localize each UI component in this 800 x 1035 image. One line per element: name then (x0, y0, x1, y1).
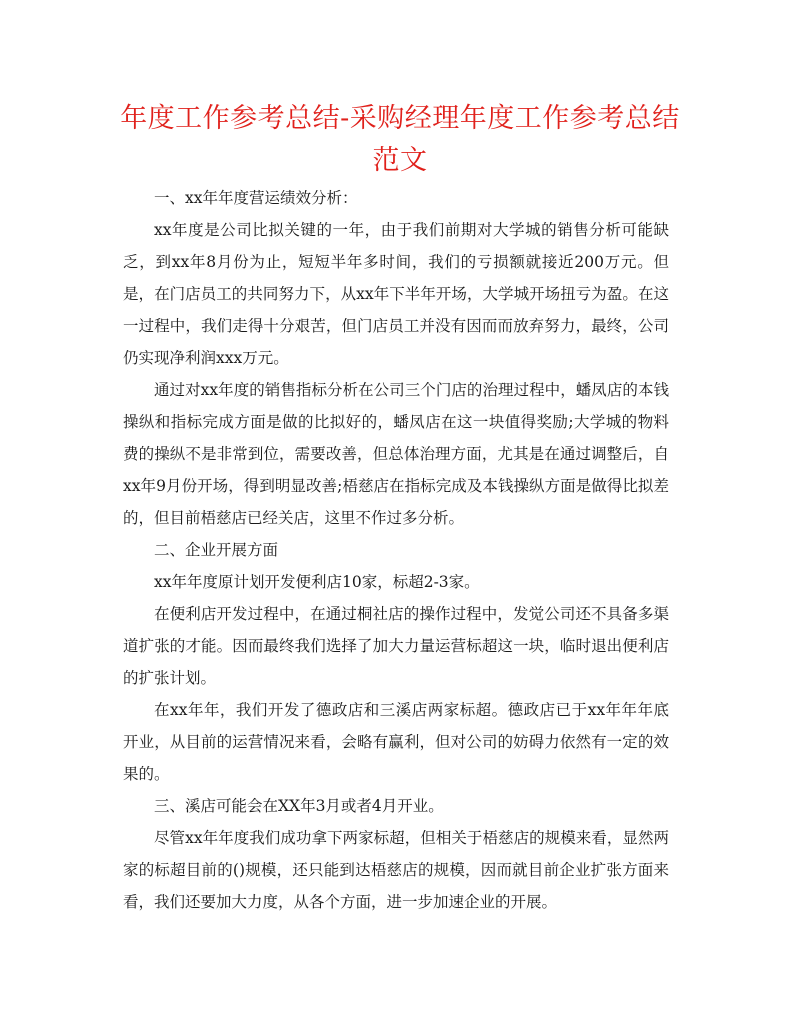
paragraph-convenience-store: 在便利店开发过程中，在通过桐社店的操作过程中，发觉公司还不具备多渠道扩张的才能。因而最终我们选择了加大力量运营标超这一块，临时退出便利店的扩张计划。 (123, 605, 669, 687)
paragraph-store-analysis: 通过对xx年度的销售指标分析在公司三个门店的治理过程中，蟠凤店的本钱操纵和指标完成方面是做的比拟好的，蟠凤店在这一块值得奖励;大学城的物料费的操纵不是非常到位，需要改善，但总体治理方面，尤其是在通过调整后，自xx年9月份开场，得到明显改善;梧慈店在指标完成及本钱操纵方面是做得比拟差的，但目前梧慈店已经关店，这里不作过多分析。 (123, 381, 669, 527)
paragraph-section-1-heading: 一、xx年年度营运绩效分析： (154, 189, 358, 207)
paragraph-performance-summary: xx年度是公司比拟关键的一年，由于我们前期对大学城的销售分析可能缺乏，到xx年8月份为止，短短半年多时间，我们的亏损额就接近200万元。但是，在门店员工的共同努力下，从xx年下半年开场，大学城开场扭亏为盈。在这一过程中，我们走得十分艰苦，但门店员工并没有因而而放弃努力，最终，公司仍实现净利润xxx万元。 (123, 221, 669, 367)
paragraph-section-3-heading: 三、溪店可能会在XX年3月或者4月开业。 (154, 797, 444, 815)
paragraph-expansion-plan: xx年年度原计划开发便利店10家，标超2-3家。 (154, 573, 480, 591)
paragraph-section-2-heading: 二、企业开展方面 (154, 541, 279, 559)
document-body (123, 182, 669, 918)
paragraph-new-stores: 在xx年年，我们开发了德政店和三溪店两家标超。德政店已于xx年年年底开业，从目前的运营情况来看，会略有赢利，但对公司的妨碍力依然有一定的效果的。 (123, 701, 669, 783)
document-title: 年度工作参考总结-采购经理年度工作参考总结范文 (120, 103, 680, 176)
paragraph-scale-outlook: 尽管xx年年度我们成功拿下两家标超，但相关于梧慈店的规模来看，显然两家的标超目前的()规模，还只能到达梧慈店的规模，因而就目前企业扩张方面来看，我们还要加大力度，从各个方面，进一步加速企业的开展。 (123, 829, 669, 911)
